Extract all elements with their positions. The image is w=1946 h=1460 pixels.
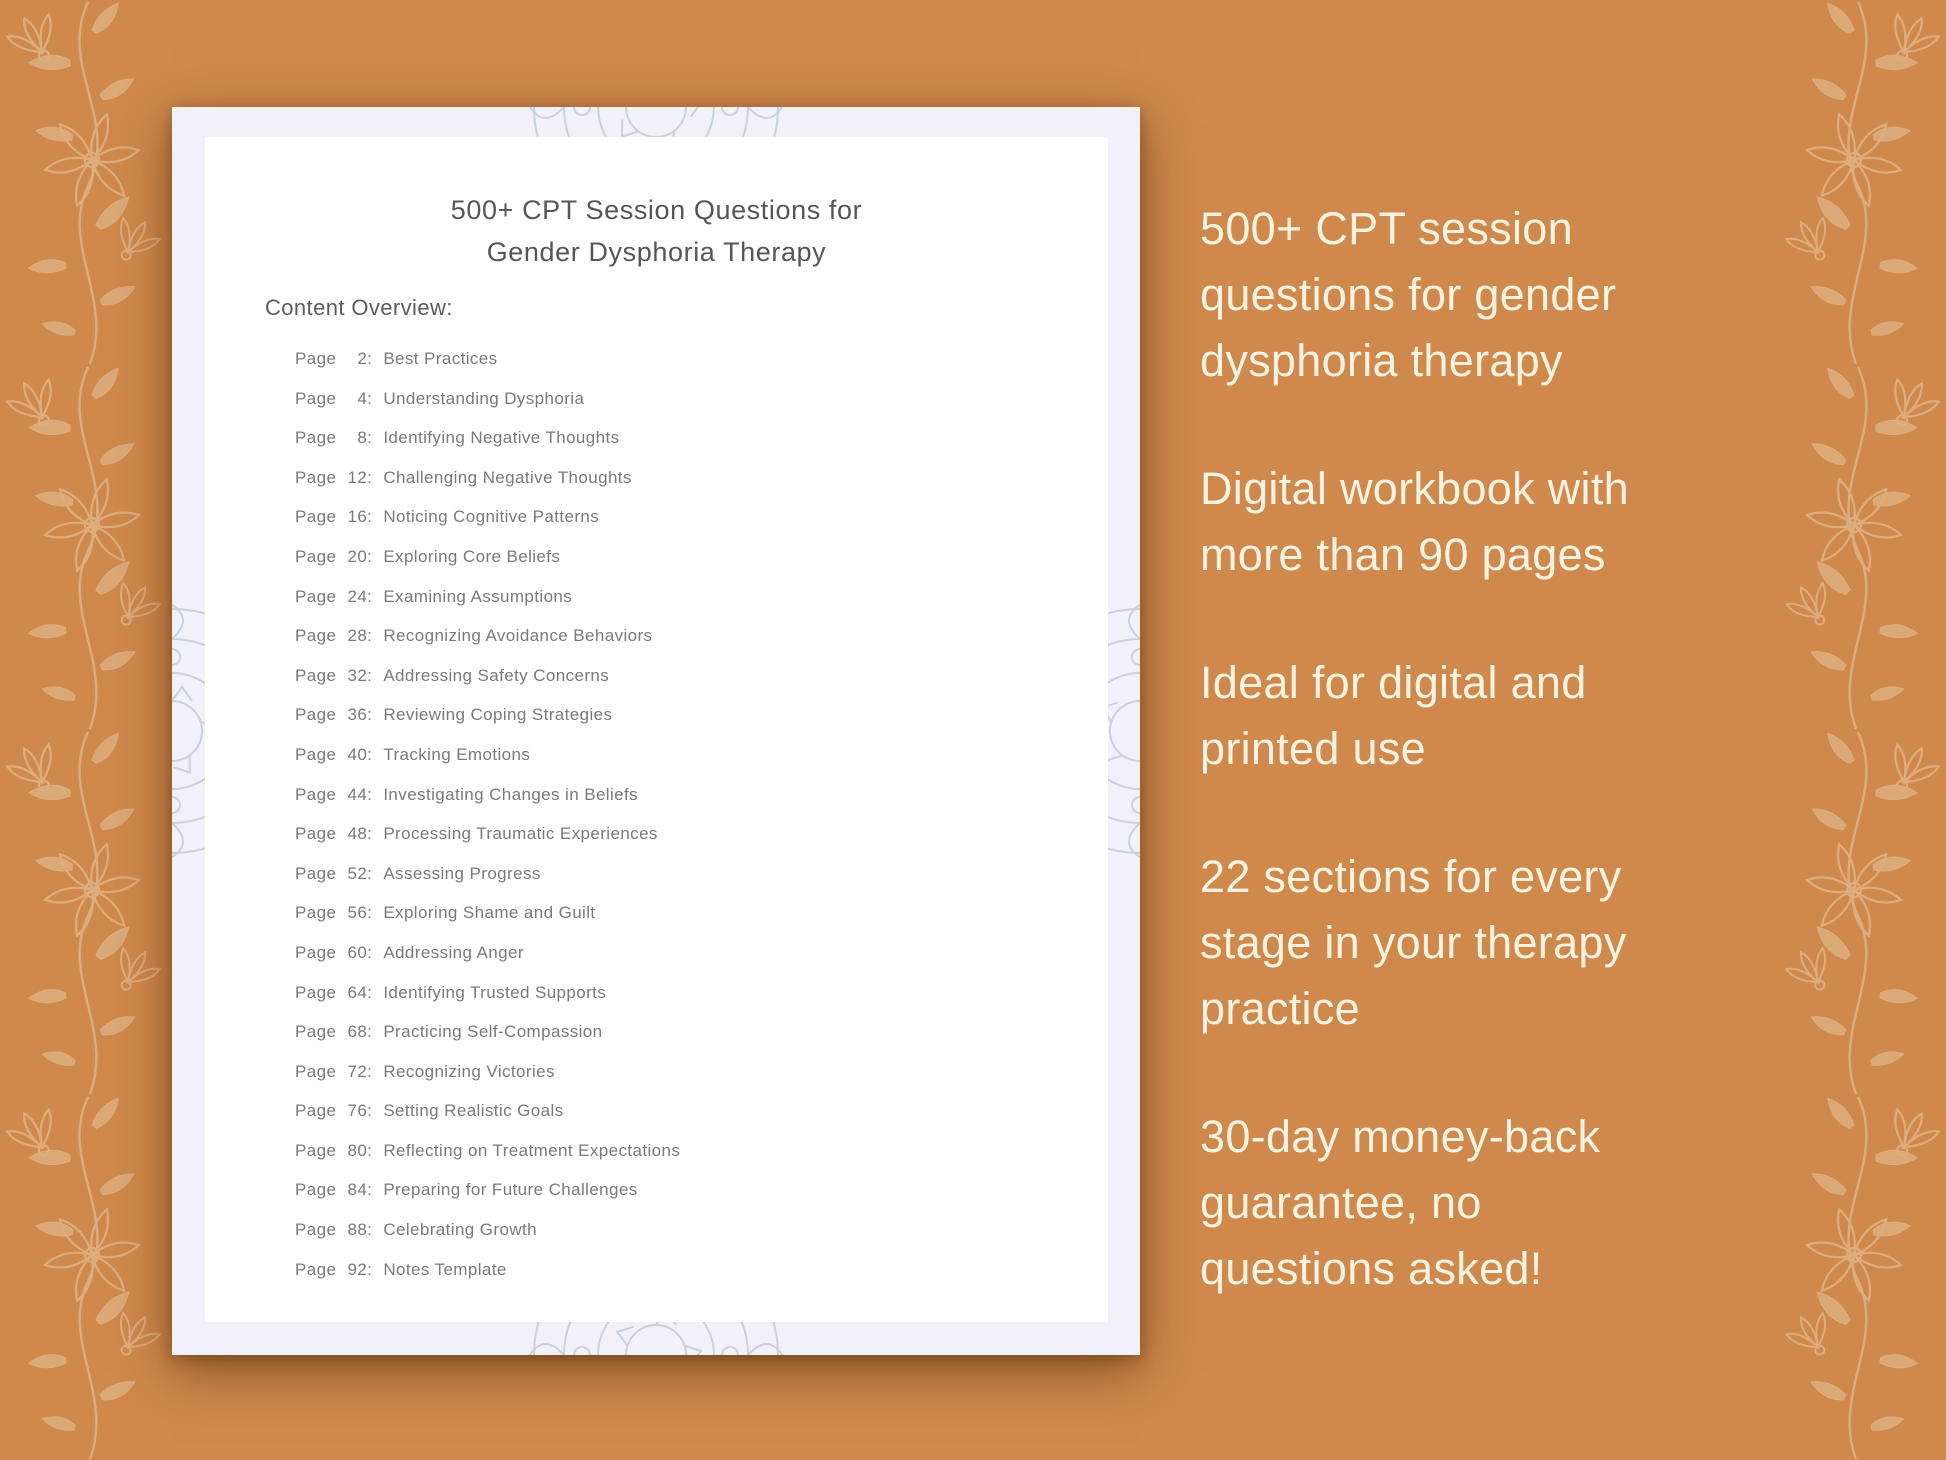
toc-page-title: Noticing Cognitive Patterns <box>383 507 600 527</box>
toc-row <box>295 1062 1068 1082</box>
toc-page-word: Page <box>295 507 337 527</box>
toc-page-word: Page <box>295 665 337 685</box>
document-title-line2: Gender Dysphoria Therapy <box>486 237 827 267</box>
toc-page-title: Identifying Negative Thoughts <box>383 428 620 448</box>
toc-page-title: Addressing Anger <box>383 942 524 962</box>
toc-page-title: Assessing Progress <box>383 863 541 883</box>
toc-page-number: 92: <box>347 1259 373 1279</box>
toc-row <box>295 943 1068 963</box>
toc-page-number: 88: <box>347 1220 373 1240</box>
toc-page-title: Examining Assumptions <box>383 586 573 606</box>
toc-row <box>295 983 1068 1003</box>
toc-page-word: Page <box>295 942 337 962</box>
toc-page-word: Page <box>295 546 337 566</box>
toc-page-word: Page <box>295 1259 337 1279</box>
toc-page-word: Page <box>295 705 337 725</box>
toc-page-number: 64: <box>347 982 373 1002</box>
workbook-card <box>172 107 1140 1355</box>
toc-row <box>295 428 1068 448</box>
toc-page-word: Page <box>295 903 337 923</box>
toc-page-number: 80: <box>347 1140 373 1160</box>
toc-page-number: 8: <box>357 428 373 448</box>
toc-page-title: Addressing Safety Concerns <box>383 665 610 685</box>
toc-page-number: 20: <box>347 546 373 566</box>
toc-page-title: Practicing Self-Compassion <box>383 1022 603 1042</box>
toc-page-number: 44: <box>347 784 373 804</box>
toc-row <box>295 1101 1068 1121</box>
toc-row <box>295 705 1068 725</box>
toc-page-number: 72: <box>347 1061 373 1081</box>
toc-page-title: Exploring Shame and Guilt <box>383 903 596 923</box>
toc-page-title: Best Practices <box>383 349 498 368</box>
benefits-column <box>1200 196 1820 1364</box>
toc-row <box>295 587 1068 607</box>
toc-page-title: Reflecting on Treatment Expectations <box>383 1140 681 1160</box>
toc-page-word: Page <box>295 467 337 487</box>
toc-page-title: Challenging Negative Thoughts <box>383 467 632 487</box>
toc-page-word: Page <box>295 1180 337 1200</box>
toc-page-word: Page <box>295 586 337 606</box>
toc-page-number: 36: <box>347 705 373 725</box>
toc-page-number: 40: <box>347 744 373 764</box>
toc-page-word: Page <box>295 744 337 764</box>
toc-page-number: 60: <box>347 942 373 962</box>
toc-row <box>295 626 1068 646</box>
benefit-text: 22 sections for every stage in your therapy practice <box>1200 851 1627 1034</box>
toc-page-word: Page <box>295 1061 337 1081</box>
toc-row <box>295 666 1068 686</box>
toc-page-title: Setting Realistic Goals <box>383 1101 564 1121</box>
toc-page-number: 32: <box>347 665 373 685</box>
toc-page-title: Tracking Emotions <box>383 744 531 764</box>
toc-row <box>295 1260 1068 1280</box>
toc-row <box>295 1141 1068 1161</box>
toc-page-word: Page <box>295 1022 337 1042</box>
toc-page-number: 68: <box>347 1022 373 1042</box>
toc-page-number: 28: <box>347 626 373 646</box>
content-overview-label: Content Overview: <box>265 295 453 320</box>
toc-page-word: Page <box>295 1101 337 1121</box>
toc-page-word: Page <box>295 784 337 804</box>
toc-page-word: Page <box>295 1220 337 1240</box>
toc-page-number: 24: <box>347 586 373 606</box>
document-title <box>205 189 1108 273</box>
toc-page-title: Understanding Dysphoria <box>383 388 585 408</box>
toc-row <box>295 745 1068 765</box>
toc-page-number: 48: <box>347 824 373 844</box>
toc-page-word: Page <box>295 388 337 408</box>
toc-page-title: Exploring Core Beliefs <box>383 546 561 566</box>
document-title-line1: 500+ CPT Session Questions for <box>450 195 863 225</box>
toc-page-title: Preparing for Future Challenges <box>383 1180 638 1200</box>
toc-row <box>295 785 1068 805</box>
toc-page-title: Investigating Changes in Beliefs <box>383 784 639 804</box>
toc-page-number: 52: <box>347 863 373 883</box>
toc-page-number: 76: <box>347 1101 373 1121</box>
toc-row <box>295 389 1068 409</box>
toc-row <box>295 547 1068 567</box>
toc-row <box>295 1022 1068 1042</box>
toc-row <box>295 864 1068 884</box>
workbook-page <box>205 137 1108 1322</box>
toc-page-word: Page <box>295 982 337 1002</box>
benefit-text: 500+ CPT session questions for gender dysphoria therapy <box>1200 203 1617 386</box>
toc-page-title: Notes Template <box>383 1259 507 1279</box>
toc-row <box>295 349 1068 369</box>
toc-page-word: Page <box>295 1140 337 1160</box>
toc-page-word: Page <box>295 626 337 646</box>
toc-page-title: Celebrating Growth <box>383 1220 537 1240</box>
toc-page-word: Page <box>295 428 337 448</box>
toc-row <box>295 903 1068 923</box>
toc-page-title: Reviewing Coping Strategies <box>383 705 613 725</box>
benefit-text: 30-day money-back guarantee, no questions asked! <box>1200 1111 1601 1294</box>
floral-border-left-decoration <box>0 0 185 1460</box>
toc-row <box>295 824 1068 844</box>
toc-page-number: 84: <box>347 1180 373 1200</box>
toc-row <box>295 507 1068 527</box>
toc-row <box>295 1180 1068 1200</box>
toc-page-word: Page <box>295 824 337 844</box>
benefit-text: Digital workbook with more than 90 pages <box>1200 463 1629 580</box>
toc-page-title: Identifying Trusted Supports <box>383 982 607 1002</box>
toc-page-number: 56: <box>347 903 373 923</box>
toc-page-number: 16: <box>347 507 373 527</box>
table-of-contents <box>295 349 1068 1299</box>
toc-page-number: 2: <box>357 349 373 368</box>
toc-page-number: 12: <box>347 467 373 487</box>
toc-row <box>295 468 1068 488</box>
toc-page-word: Page <box>295 863 337 883</box>
benefit-text: Ideal for digital and printed use <box>1200 657 1587 774</box>
toc-page-title: Recognizing Avoidance Behaviors <box>383 626 653 646</box>
toc-page-word: Page <box>295 349 337 368</box>
toc-page-title: Processing Traumatic Experiences <box>383 824 658 844</box>
toc-row <box>295 1220 1068 1240</box>
toc-page-number: 4: <box>357 388 373 408</box>
toc-page-title: Recognizing Victories <box>383 1061 555 1081</box>
